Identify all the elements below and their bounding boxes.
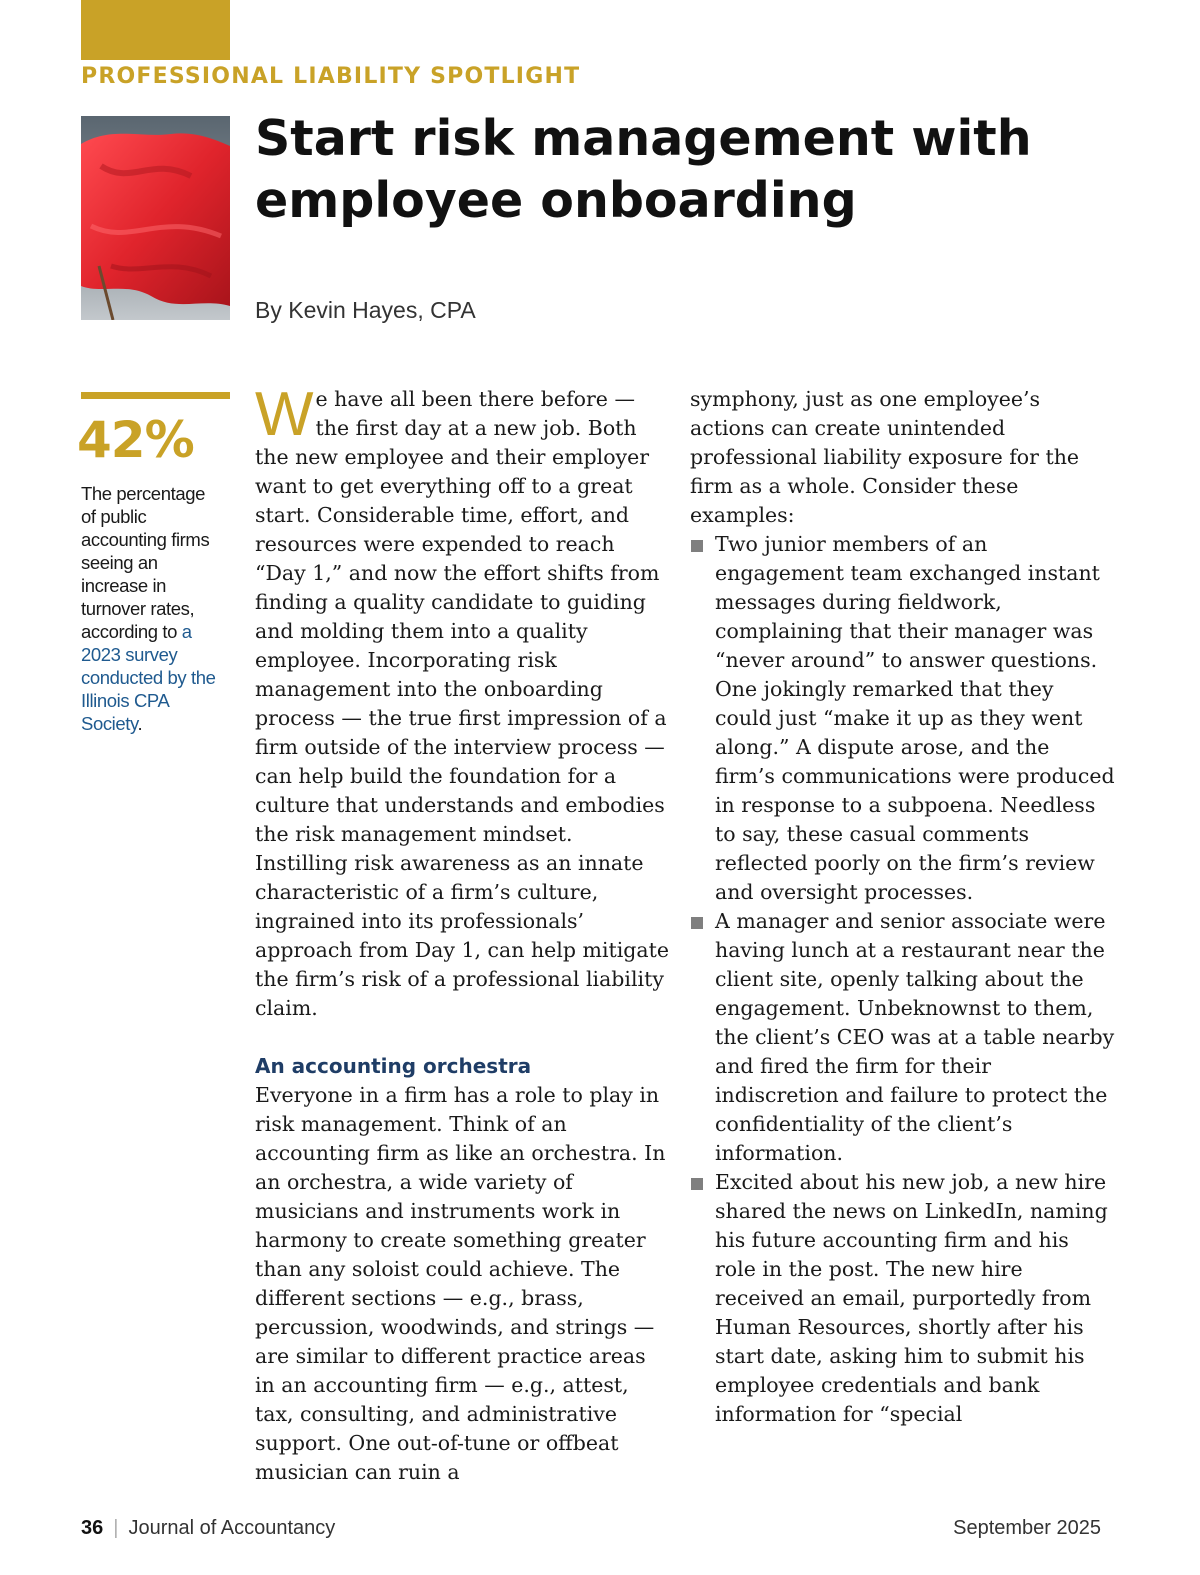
- list-item: [690, 530, 1115, 907]
- page-footer: [81, 1517, 335, 1540]
- page-number: 36: [81, 1517, 104, 1539]
- stat-text: The percentage of public accounting firms seeing an increase in turnover rates, according to: [81, 483, 210, 642]
- article-title: [255, 108, 1155, 232]
- list-item-text: A manager and senior associate were having lunch at a restaurant near the client site, openly talking about the engagement. Unbeknownst to them, the client’s CEO was at a table nearby and fired the firm for their indiscretion and failure to protect the confidentiality of the client’s information.: [715, 909, 1115, 1165]
- intro-paragraph: [255, 380, 671, 1023]
- sidebar-accent-rule: [81, 392, 230, 399]
- list-item: [690, 1168, 1115, 1429]
- byline: By Kevin Hayes, CPA: [255, 297, 476, 323]
- drop-cap: W: [255, 380, 314, 449]
- title-line-1: Start risk management with: [255, 110, 1032, 167]
- stat-value: 42%: [77, 411, 194, 469]
- section-subhead: An accounting orchestra: [255, 1054, 532, 1078]
- intro-text: e have all been there before — the first day at a new job. Both the new employee and their employer want to get everything off to a great start. Considerable time, effort, and resources were expended to reach “Day 1,” and now the effort shifts from finding a quality candidate to guiding and molding them into a quality employee. Incorporating risk management into the onboarding process — the true first impression of a firm outside of the interview process — can help build the foundation for a culture that understands and embodies the risk management mindset. Instilling risk awareness as an innate characteristic of a firm’s culture, ingrained into its professionals’ approach from Day 1, can help mitigate the firm’s risk of a professional liability claim.: [255, 387, 670, 1020]
- title-line-2: employee onboarding: [255, 172, 857, 229]
- examples-list: [690, 530, 1115, 1429]
- survey-link[interactable]: a 2023 survey conducted by the Illinois CPA Society: [81, 621, 216, 734]
- bullet-square-icon: [691, 540, 703, 552]
- header-accent-bar: [81, 0, 230, 60]
- stat-end: .: [137, 713, 143, 734]
- list-item: [690, 907, 1115, 1168]
- publication-name: Journal of Accountancy: [128, 1517, 336, 1539]
- footer-separator: |: [113, 1517, 119, 1539]
- orchestra-paragraph-continued: symphony, just as one employee’s actions can create unintended professional liability exposure for the firm as a whole. Consider these examples:: [690, 387, 1080, 527]
- article-column-2: [690, 385, 1115, 1429]
- article-column-1: [255, 380, 671, 1487]
- orchestra-paragraph: Everyone in a firm has a role to play in risk management. Think of an accounting firm as like an orchestra. In an orchestra, a wide variety of musicians and instruments work in harmony to create something greater than any soloist could achieve. The different sections — e.g., brass, percussion, woodwinds, and strings — are similar to different practice areas in an accounting firm — e.g., attest, tax, consulting, and administrative support. One out-of-tune or offbeat musician can ruin a: [255, 1083, 666, 1484]
- issue-date: September 2025: [953, 1517, 1101, 1539]
- bullet-square-icon: [691, 1178, 703, 1190]
- section-kicker: PROFESSIONAL LIABILITY SPOTLIGHT: [81, 64, 581, 89]
- red-flag-image: [81, 116, 230, 320]
- list-item-text: Two junior members of an engagement team exchanged instant messages during fieldwork, complaining that their manager was “never around” to answer questions. One jokingly remarked that they could just “make it up as they went along.” A dispute arose, and the firm’s communications were produced in response to a subpoena. Needless to say, these casual comments reflected poorly on the firm’s review and oversight processes.: [715, 532, 1115, 904]
- bullet-square-icon: [691, 917, 703, 929]
- stat-description: [81, 482, 221, 735]
- list-item-text: Excited about his new job, a new hire shared the news on LinkedIn, naming his future accounting firm and his role in the post. The new hire received an email, purportedly from Human Resources, shortly after his start date, asking him to submit his employee credentials and bank information for “special: [715, 1170, 1108, 1426]
